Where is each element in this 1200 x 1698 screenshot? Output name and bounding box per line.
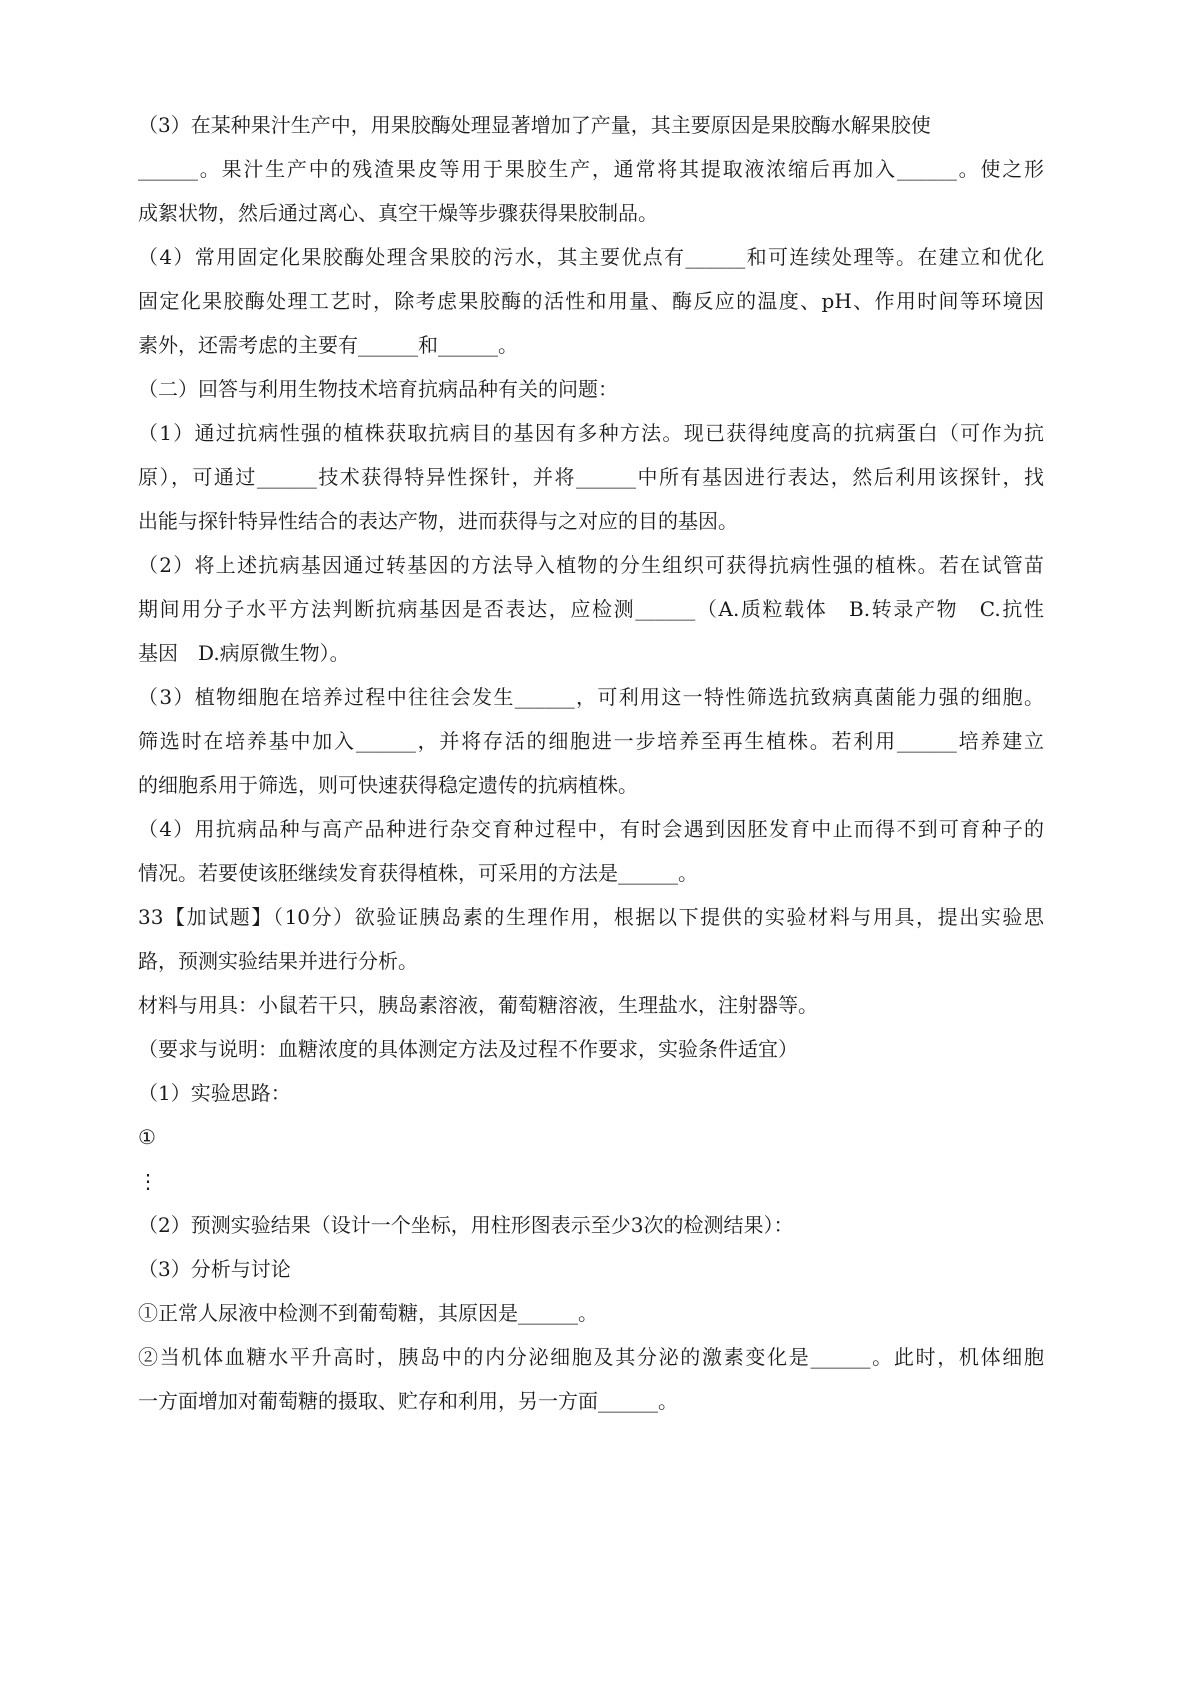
requirements-line: （要求与说明：血糖浓度的具体测定方法及过程不作要求，实验条件适宜）	[138, 1037, 798, 1061]
q33-part1-heading: （1）实验思路：	[138, 1081, 291, 1105]
s2-q2-line-3: 基因 D.病原微生物）。	[138, 641, 350, 665]
s2-q1-line-2: 原），可通过______技术获得特异性探针，并将______中所有基因进行表达，然后利用该探针，找	[138, 465, 1044, 489]
q33-part3-heading: （3）分析与讨论	[138, 1257, 291, 1281]
q3-line-3: 成絮状物，然后通过离心、真空干燥等步骤获得果胶制品。	[138, 201, 658, 225]
s2-q2-line-1: （2）将上述抗病基因通过转基因的方法导入植物的分生组织可获得抗病性强的植株。若在试管苗	[138, 553, 1044, 577]
q33-discussion-1: ①正常人尿液中检测不到葡萄糖，其原因是______。	[138, 1301, 598, 1325]
q3-line-1: （3）在某种果汁生产中，用果胶酶处理显著增加了产量，其主要原因是果胶酶水解果胶使	[138, 113, 931, 137]
s2-q1-line-3: 出能与探针特异性结合的表达产物，进而获得与之对应的目的基因。	[138, 509, 738, 533]
q33-discussion-2-line-2: 一方面增加对葡萄糖的摄取、贮存和利用，另一方面______。	[138, 1389, 678, 1413]
q4-line-2: 固定化果胶酶处理工艺时，除考虑果胶酶的活性和用量、酶反应的温度、pH、作用时间等环境因	[138, 289, 1044, 313]
q33-step-1-marker: ①	[138, 1125, 156, 1149]
section-two-heading: （二）回答与利用生物技术培育抗病品种有关的问题：	[138, 377, 618, 401]
q33-line-2: 路，预测实验结果并进行分析。	[138, 949, 418, 973]
s2-q4-line-2: 情况。若要使该胚继续发育获得植株，可采用的方法是______。	[138, 861, 698, 885]
q33-part2-line: （2）预测实验结果（设计一个坐标，用柱形图表示至少3次的检测结果）：	[138, 1213, 794, 1237]
s2-q2-line-2: 期间用分子水平方法判断抗病基因是否表达，应检测______（A.质粒载体 B.转录产物 C.抗性	[138, 597, 1044, 621]
s2-q1-line-1: （1）通过抗病性强的植株获取抗病目的基因有多种方法。现已获得纯度高的抗病蛋白（可作为抗	[138, 421, 1044, 445]
q4-line-1: （4）常用固定化果胶酶处理含果胶的污水，其主要优点有______和可连续处理等。在建立和优化	[138, 245, 1044, 269]
materials-line: 材料与用具：小鼠若干只，胰岛素溶液，葡萄糖溶液，生理盐水，注射器等。	[138, 993, 818, 1017]
s2-q4-line-1: （4）用抗病品种与高产品种进行杂交育种过程中，有时会遇到因胚发育中止而得不到可育种子的	[138, 817, 1044, 841]
s2-q3-line-2: 筛选时在培养基中加入______，并将存活的细胞进一步培养至再生植株。若利用______培养建立	[138, 729, 1044, 753]
q33-ellipsis: ⋮	[138, 1169, 158, 1193]
q33-line-1: 33【加试题】（10分）欲验证胰岛素的生理作用，根据以下提供的实验材料与用具，提出实验思	[138, 905, 1044, 929]
q4-line-3: 素外，还需考虑的主要有______和______。	[138, 333, 518, 357]
q33-discussion-2-line-1: ②当机体血糖水平升高时，胰岛中的内分泌细胞及其分泌的激素变化是______。此时，机体细胞	[138, 1345, 1044, 1369]
s2-q3-line-1: （3）植物细胞在培养过程中往往会发生______，可利用这一特性筛选抗致病真菌能力强的细胞。	[138, 685, 1044, 709]
q3-line-2: ______。果汁生产中的残渣果皮等用于果胶生产，通常将其提取液浓缩后再加入______。使之形	[138, 157, 1044, 181]
s2-q3-line-3: 的细胞系用于筛选，则可快速获得稳定遗传的抗病植株。	[138, 773, 638, 797]
